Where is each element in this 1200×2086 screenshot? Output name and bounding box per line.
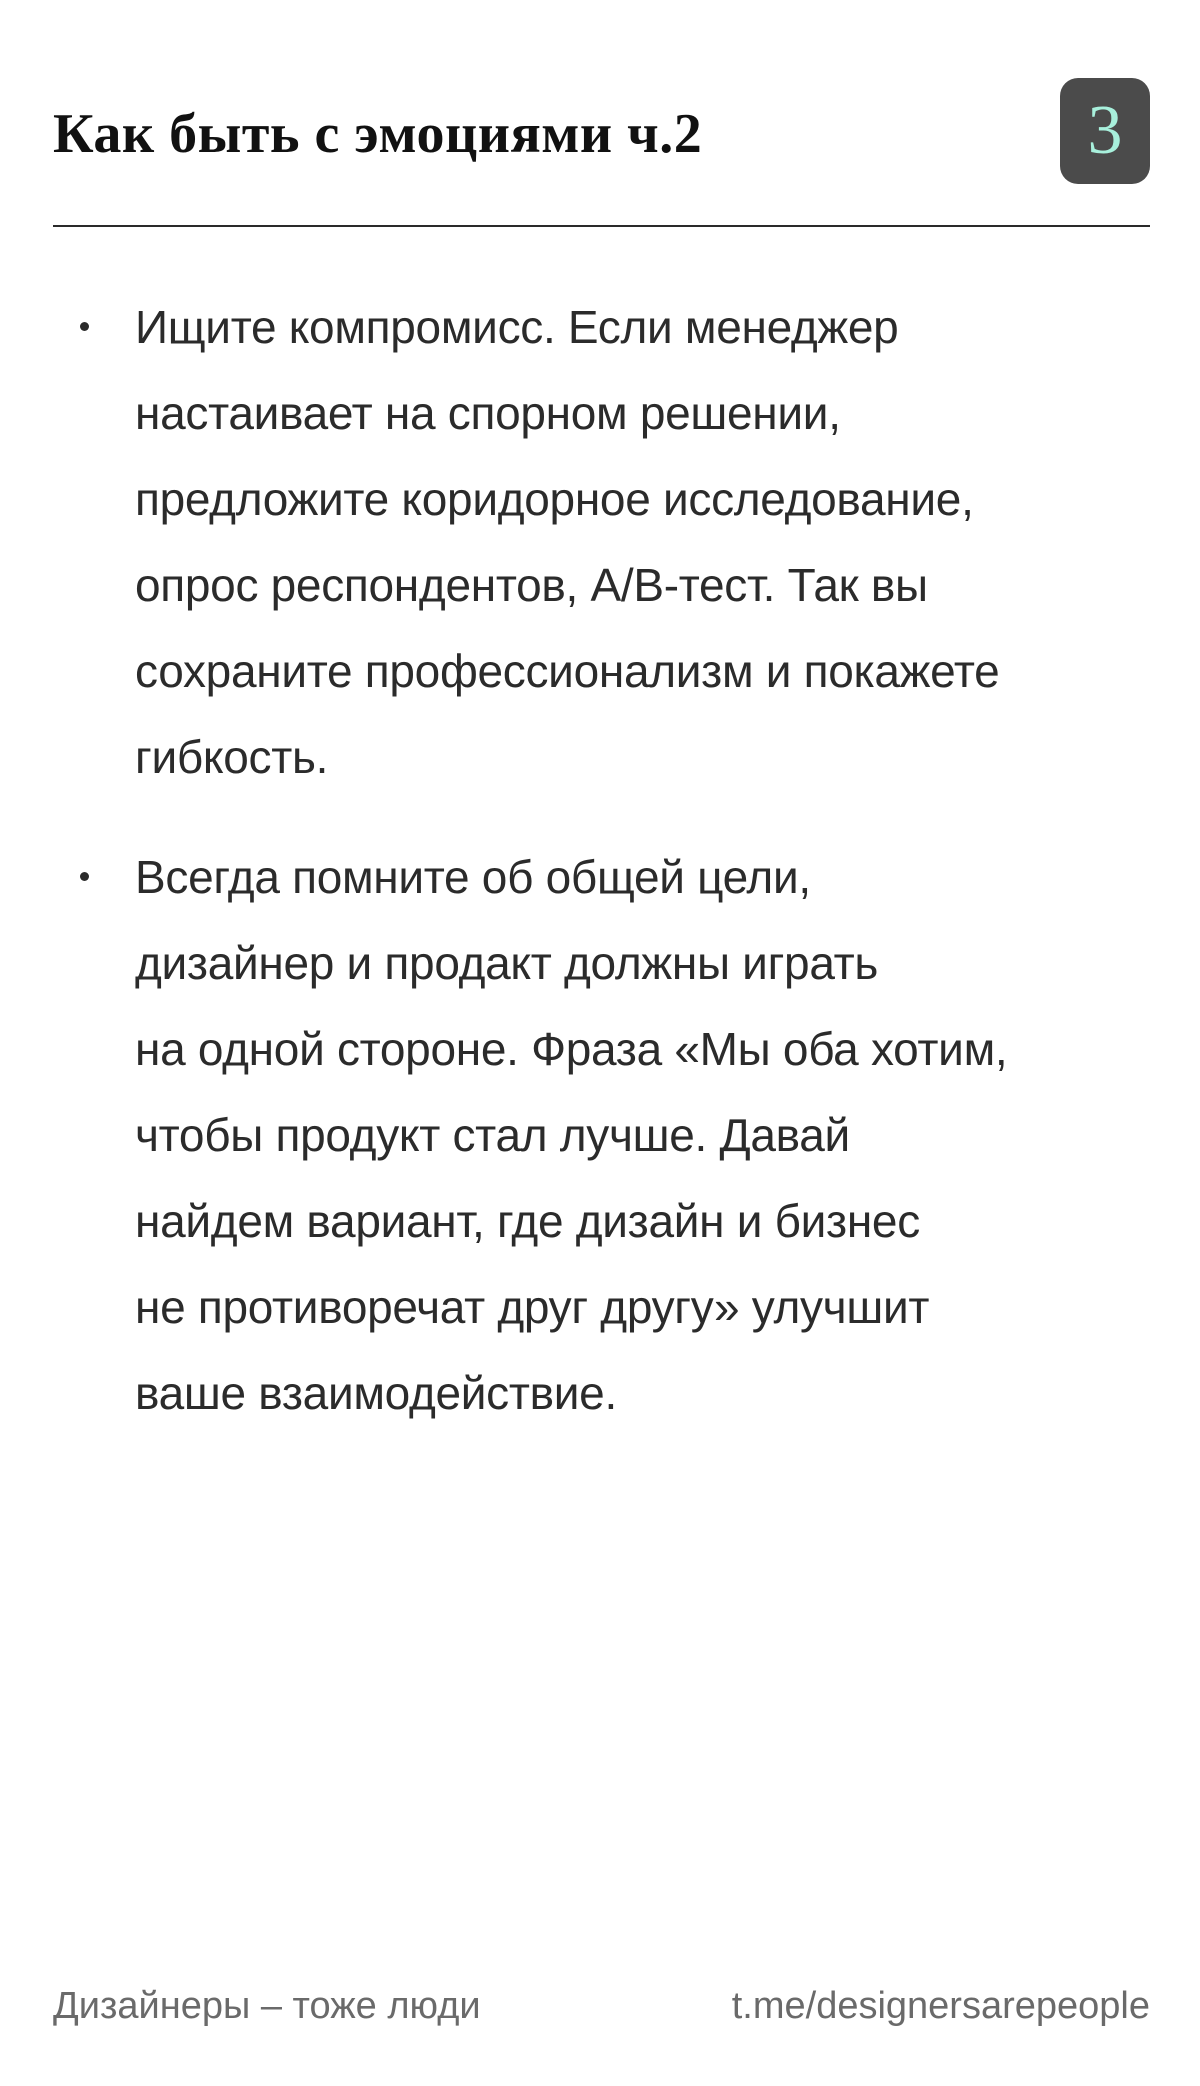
bullet-line: опрос респондентов, A/B-тест. Так вы	[135, 559, 928, 611]
bullet-line: сохраните профессионализм и покажете	[135, 645, 1000, 697]
bullet-list	[53, 284, 1150, 1436]
bullet-line: Ищите компромисс. Если менеджер	[135, 301, 899, 353]
header-divider	[53, 225, 1150, 227]
bullet-line: настаивает на спорном решении,	[135, 387, 841, 439]
header	[53, 78, 1150, 188]
page-number-badge: 3	[1060, 78, 1150, 184]
bullet-line: чтобы продукт стал лучше. Давай	[135, 1109, 850, 1161]
bullet-line: дизайнер и продакт должны играть	[135, 937, 879, 989]
bullet-dot-icon	[80, 322, 89, 331]
bullet-line: Всегда помните об общей цели,	[135, 851, 811, 903]
bullet-item-compromise	[53, 284, 1150, 800]
footer-channel-name: Дизайнеры – тоже люди	[53, 1985, 481, 2027]
page-title: Как быть с эмоциями ч.2	[53, 103, 703, 165]
bullet-line: предложите коридорное исследование,	[135, 473, 974, 525]
bullet-item-common-goal	[53, 834, 1150, 1436]
bullet-dot-icon	[80, 872, 89, 881]
bullet-line: найдем вариант, где дизайн и бизнес	[135, 1195, 920, 1247]
bullet-line: не противоречат друг другу» улучшит	[135, 1281, 930, 1333]
bullet-line: гибкость.	[135, 731, 329, 783]
footer-channel-link[interactable]: t.me/designersarepeople	[731, 1985, 1150, 2027]
footer	[53, 1985, 1150, 2035]
bullet-line: ваше взаимодействие.	[135, 1367, 617, 1419]
bullet-line: на одной стороне. Фраза «Мы оба хотим,	[135, 1023, 1008, 1075]
